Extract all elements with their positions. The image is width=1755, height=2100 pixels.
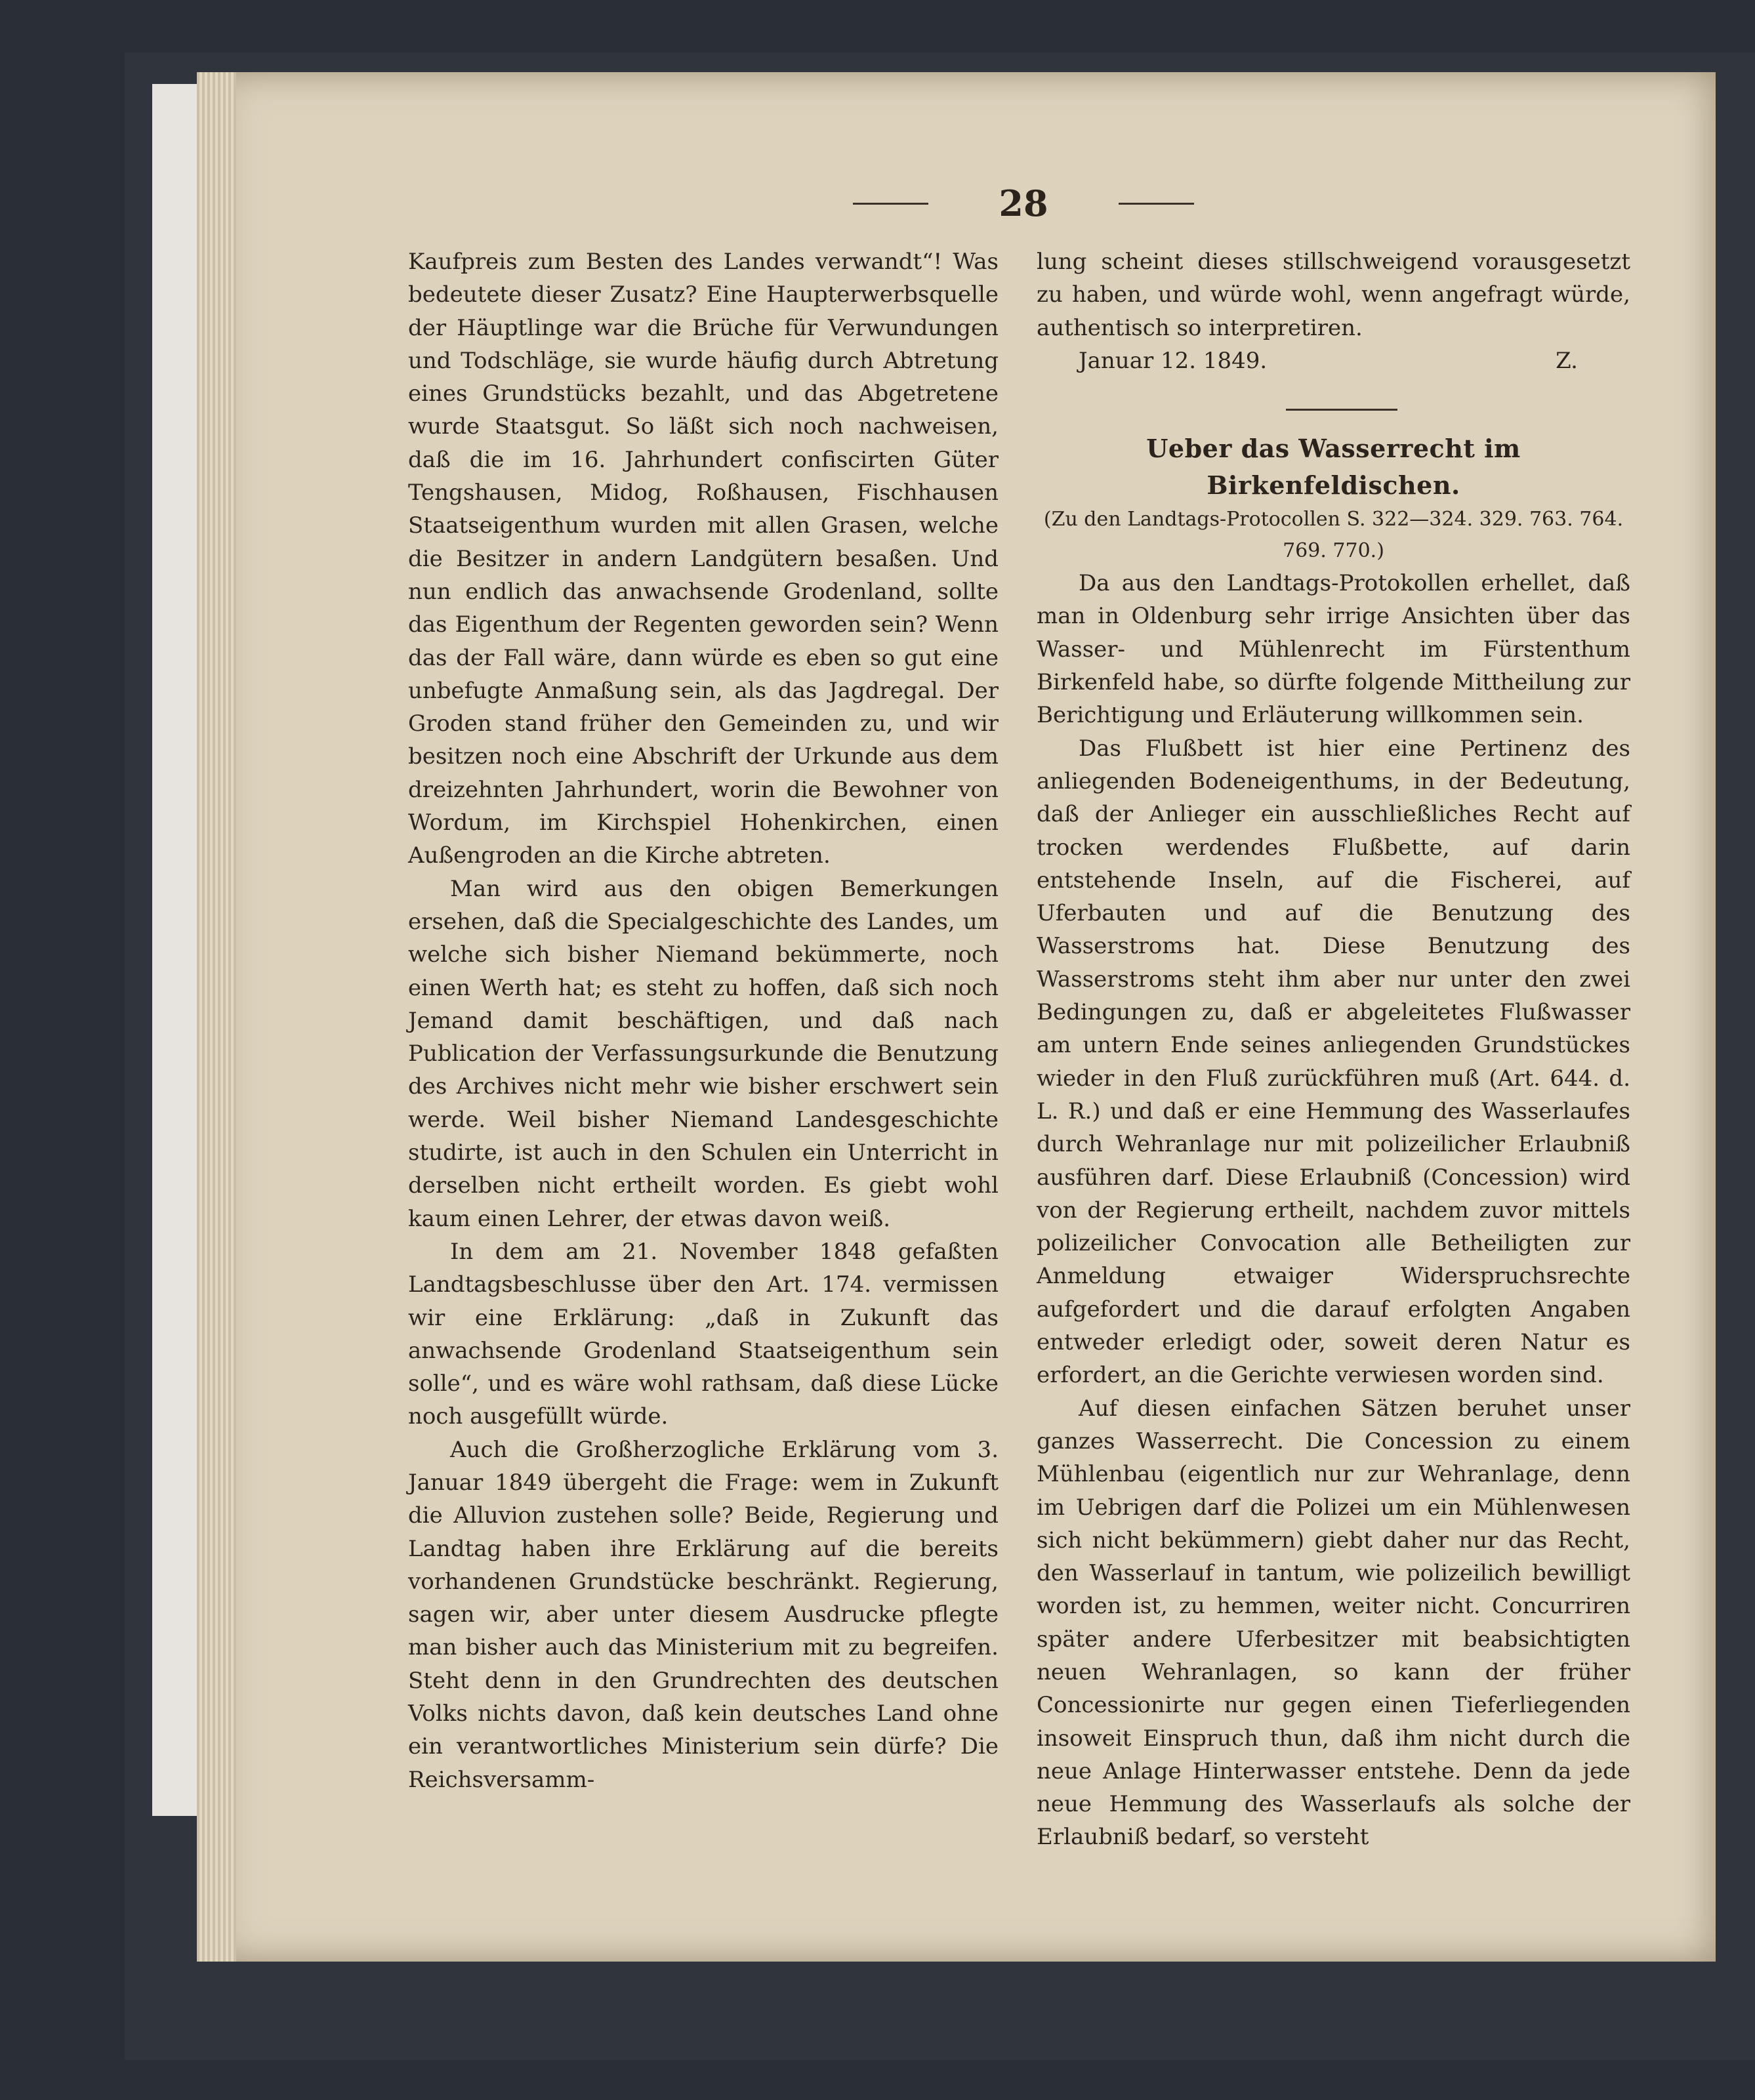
header-rule-left xyxy=(853,203,928,205)
right-paragraph-2: Das Flußbett ist hier eine Pertinenz des anliegenden Bodeneigenthums, in der Bedeutung, daß der Anlieger ein ausschließliches Recht auf trocken werdendes Flußbette, auf darin entstehende Inseln, auf die Fischerei, auf Uferbauten und auf die Benutzung des Wasserstroms hat. Diese Benutzung des Wasserstroms steht ihm aber nur unter den zwei Bedingungen zu, daß er abgeleitetes Flußwasser am untern Ende seines anliegenden Grundstückes wieder in den Fluß zurückführen muß (Art. 644. d. L. R.) und daß er eine Hemmung des Wasserlaufes durch Wehranlage nur mit polizeilicher Erlaubniß ausführen darf. Diese Erlaubniß (Concession) wird von der Regierung ertheilt, nachdem zuvor mittels polizeilicher Convocation alle Betheiligten zur Anmeldung etwaiger Widerspruchsrechte aufgefordert und die darauf erfolgten Angaben entweder erledigt oder, soweit deren Natur es erfordert, an die Gerichte verwiesen worden sind. xyxy=(1037,735,1630,1389)
left-paragraph-3: In dem am 21. November 1848 gefaßten Landtagsbeschlusse über den Art. 174. vermissen wir eine Erklärung: „daß in Zukunft das anwachsende Grodenland Staatseigenthum sein solle“, und es wäre wohl rathsam, daß diese Lücke noch ausgefüllt würde. xyxy=(408,1238,999,1430)
right-paragraph-continued: lung scheint dieses stillschweigend vorausgesetzt zu haben, und würde wohl, wenn angefragt würde, authentisch so interpretiren. xyxy=(1037,249,1630,341)
page-number: 28 xyxy=(999,182,1048,224)
date: Januar 12. 1849. xyxy=(1079,347,1268,374)
header-rule-right xyxy=(1119,203,1194,205)
left-column xyxy=(408,245,999,1796)
section-title: Ueber das Wasserrecht im Birkenfeldischen. xyxy=(1146,434,1521,501)
dateline xyxy=(1037,344,1630,377)
left-paragraph-4: Auch die Großherzogliche Erklärung vom 3. Januar 1849 übergeht die Frage: wem in Zukunft die Alluvion zustehen solle? Beide, Regierung und Landtag haben ihre Erklärung auf die bereits vorhandenen Grundstücke beschränkt. Regierung, sagen wir, aber unter diesem Ausdrucke pflegte man bisher auch das Ministerium mit zu begreifen. Steht denn in den Grundrechten des deutschen Volks nichts davon, daß kein deutsches Land ohne ein verantwortliches Ministerium sein dürfe? Die Reichsversamm- xyxy=(408,1436,999,1793)
right-column xyxy=(1037,245,1630,1854)
right-paragraph-3: Auf diesen einfachen Sätzen beruhet unser ganzes Wasserrecht. Die Concession zu einem Mühlenbau (eigentlich nur zur Wehranlage, denn im Uebrigen darf die Polizei um ein Mühlenwesen sich nicht bekümmern) giebt daher nur das Recht, den Wasserlauf in tantum, wie polizeilich bewilligt worden ist, zu hemmen, weiter nicht. Concurriren später andere Uferbesitzer mit beabsichtigten neuen Wehranlagen, so kann der früher Concessionirte nur gegen einen Tieferliegenden insoweit Einspruch thun, daß ihm nicht durch die neue Anlage Hinterwasser entstehe. Denn da jede neue Hemmung des Wasserlaufs als solche der Erlaubniß bedarf, so versteht xyxy=(1037,1395,1630,1851)
section-divider xyxy=(1286,409,1397,411)
right-paragraph-1: Da aus den Landtags-Protokollen erhellet, daß man in Oldenburg sehr irrige Ansichten über das Wasser- und Mühlenrecht im Fürstenthum Birkenfeld habe, so dürfte folgende Mittheilung zur Berichtigung und Erläuterung willkommen sein. xyxy=(1037,570,1630,729)
section-note: (Zu den Landtags-Protocollen S. 322—324. 329. 763. 764. 769. 770.) xyxy=(1043,508,1624,563)
left-paragraph-1: Kaufpreis zum Besten des Landes verwandt“! Was bedeutete dieser Zusatz? Eine Haupterwerbsquelle der Häuptlinge war die Brüche für Verwundungen und Todschläge, sie wurde häufig durch Abtretung eines Grundstücks bezahlt, und das Abgetretene wurde Staatsgut. So läßt sich noch nachweisen, daß die im 16. Jahrhundert confiscirten Güter Tengshausen, Midog, Roßhausen, Fischhausen Staatseigenthum wurden mit allen Grasen, welche die Besitzer in andern Landgütern besaßen. Und nun endlich das anwachsende Grodenland, sollte das Eigenthum der Regenten geworden sein? Wenn das der Fall wäre, dann würde es eben so gut eine unbefugte Anmaßung sein, als das Jagdregal. Der Groden stand früher den Gemeinden zu, und wir besitzen noch eine Abschrift der Urkunde aus dem dreizehnten Jahrhundert, worin die Bewohner von Wordum, im Kirchspiel Hohenkirchen, einen Außengroden an die Kirche abtreten. xyxy=(408,249,999,869)
page-edges xyxy=(197,72,236,1962)
left-paragraph-2: Man wird aus den obigen Bemerkungen ersehen, daß die Specialgeschichte des Landes, um welche sich bisher Niemand bekümmerte, noch einen Werth hat; es steht zu hoffen, daß sich noch Jemand damit beschäftigen, und daß nach Publication der Verfassungsurkunde die Benutzung des Archives nicht mehr wie bisher erschwert sein werde. Weil bisher Niemand Landesgeschichte studirte, ist auch in den Schulen ein Unterricht in derselben nicht ertheilt worden. Es giebt wohl kaum einen Lehrer, der etwas davon weiß. xyxy=(408,875,999,1232)
page-header xyxy=(853,184,1194,223)
signature: Z. xyxy=(1556,347,1578,374)
